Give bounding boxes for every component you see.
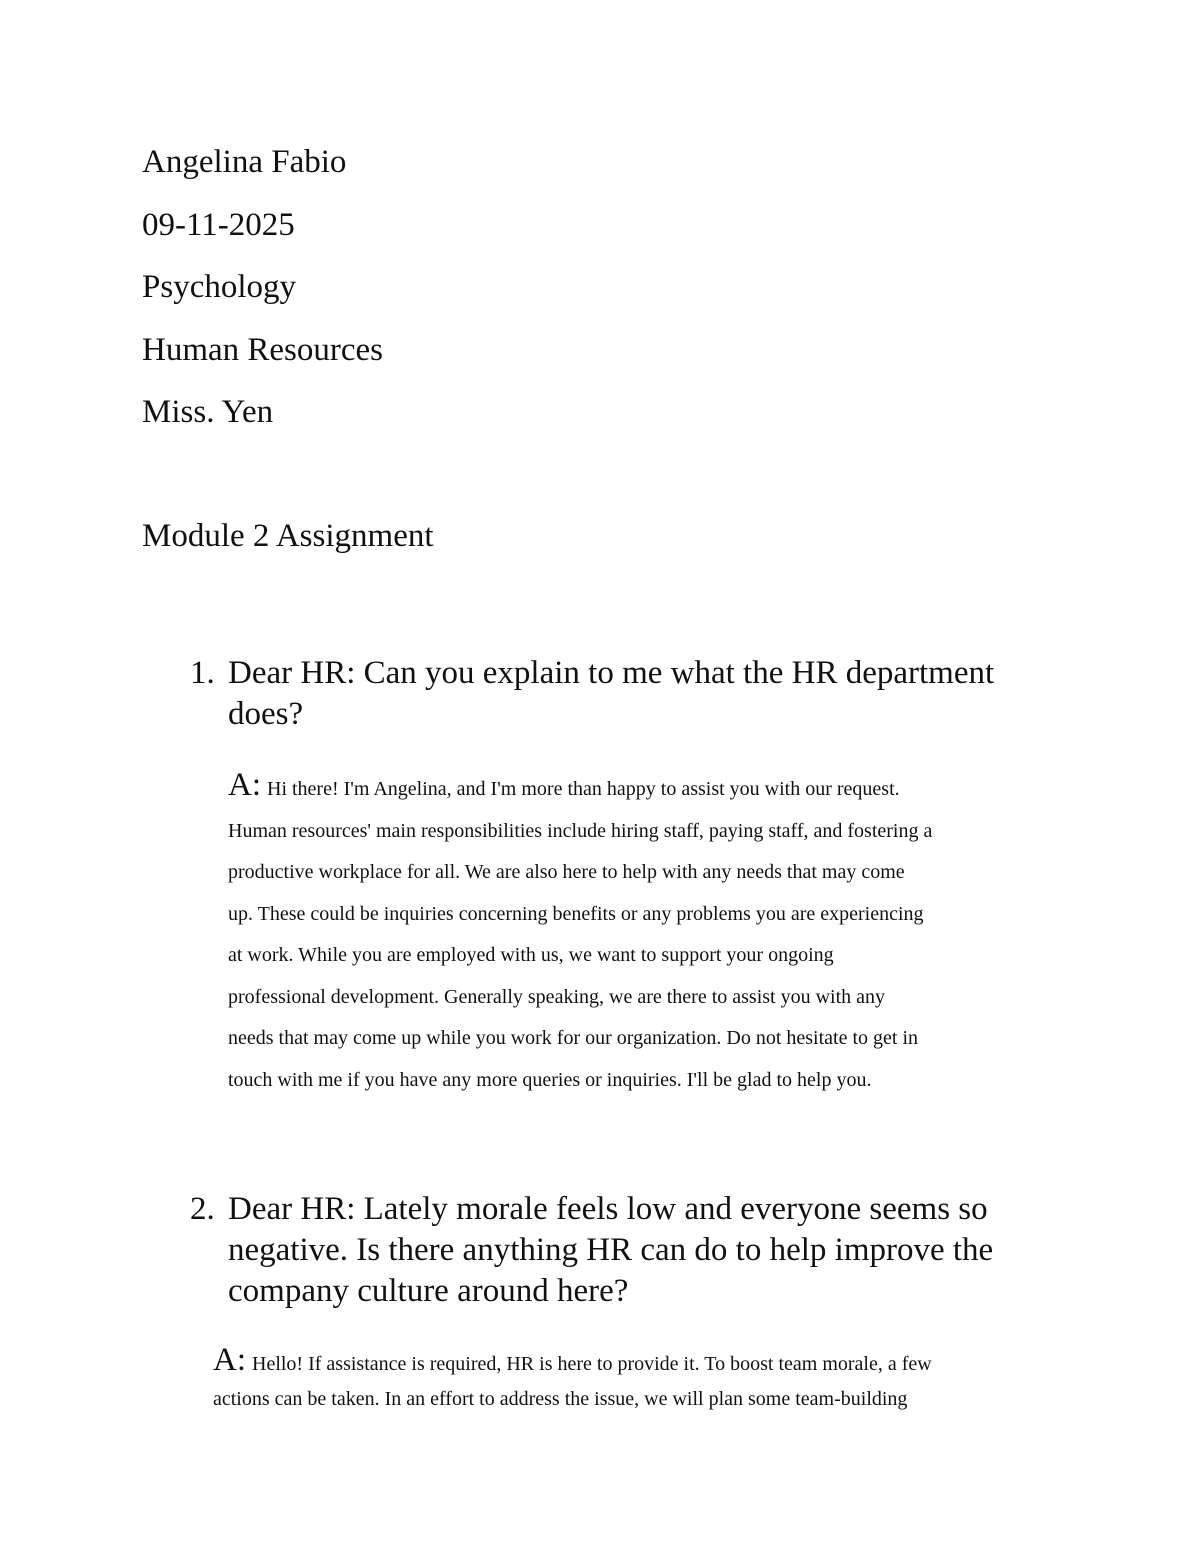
instructor: Miss. Yen xyxy=(142,394,274,430)
answer-line: productive workplace for all. We are also here to help with any needs that may come xyxy=(228,861,905,883)
question-number: 2. xyxy=(190,1191,215,1227)
answer-line: professional development. Generally speaking, we are there to assist you with any xyxy=(228,985,886,1008)
answer-line: A: Hello! If assistance is required, HR is here to provide it. To boost team morale, a few xyxy=(213,1342,932,1378)
question-text: Dear HR: Lately morale feels low and everyone seems so negative. Is there anything HR can do to help improve the company culture around here? xyxy=(228,1191,994,1309)
subject: Psychology xyxy=(142,269,297,305)
assignment-title: Module 2 Assignment xyxy=(142,518,434,554)
answer-label: A: xyxy=(228,767,261,803)
question-1 xyxy=(190,653,1070,735)
question-2 xyxy=(190,1189,1070,1312)
question-number: 1. xyxy=(190,655,215,691)
answer-2 xyxy=(213,1343,932,1417)
answer-line: at work. While you are employed with us, we want to support your ongoing xyxy=(228,944,834,966)
answer-1 xyxy=(228,765,932,1101)
answer-line: actions can be taken. In an effort to address the issue, we will plan some team-building xyxy=(213,1388,908,1410)
answer-line: up. These could be inquiries concerning benefits or any problems you are experiencing xyxy=(228,902,924,925)
answer-label: A: xyxy=(213,1342,246,1378)
course: Human Resources xyxy=(142,332,384,368)
answer-line: needs that may come up while you work for our organization. Do not hesitate to get in xyxy=(228,1027,919,1049)
student-name: Angelina Fabio xyxy=(142,144,347,180)
question-text: Dear HR: Can you explain to me what the HR department does? xyxy=(228,655,995,732)
answer-line: A: Hi there! I'm Angelina, and I'm more than happy to assist you with our request. xyxy=(228,767,900,803)
answer-line: Human resources' main responsibilities include hiring staff, paying staff, and fostering a xyxy=(228,819,933,842)
answer-line: touch with me if you have any more queries or inquiries. I'll be glad to help you. xyxy=(228,1068,872,1091)
date: 09-11-2025 xyxy=(142,207,295,243)
